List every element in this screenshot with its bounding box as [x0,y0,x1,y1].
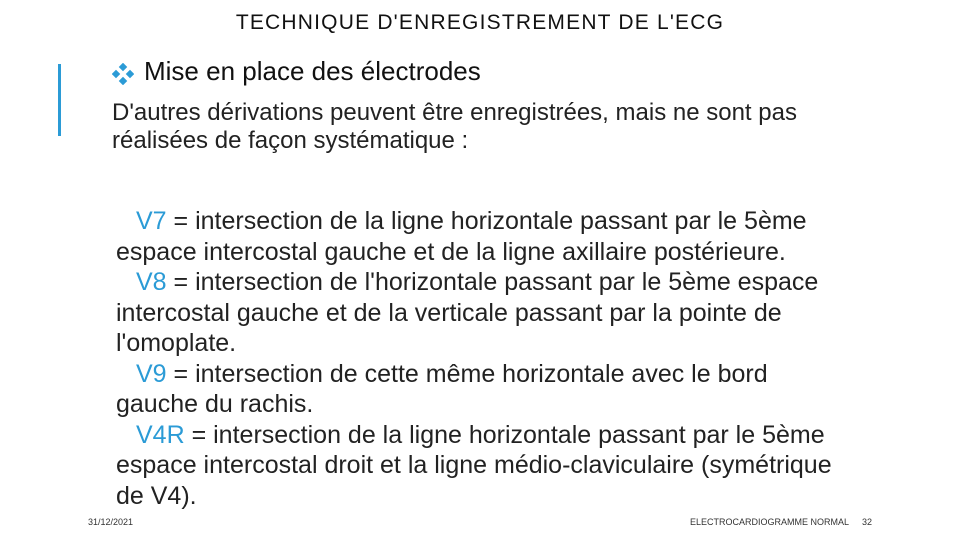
page-number: 32 [862,517,873,527]
subhead-text: Mise en place des électrodes [144,56,481,86]
lead-desc-v4r: = intersection de la ligne horizontale passant par le 5ème espace intercostal droit et la ligne médio-claviculaire (symétrique de V4). [116,420,832,510]
lead-desc-v7: = intersection de la ligne horizontale passant par le 5ème espace intercostal gauche et de la ligne axillaire postérieure. [116,207,807,266]
accent-bar [58,64,61,136]
lead-desc-v8: = intersection de l'horizontale passant par le 5ème espace intercostal gauche et de la verticale passant par la pointe de l'omoplate. [116,268,819,357]
lead-desc-v9: = intersection de cette même horizontale avec le bord gauche du rachis. [116,359,768,418]
slide-title: TECHNIQUE D'ENREGISTREMENT DE L'ECG [235,11,725,34]
footer-date: 31/12/2021 [88,517,134,527]
lead-code-v7: V7 [136,207,167,235]
lead-code-v8: V8 [136,268,167,296]
footer-title: ELECTROCARDIOGRAMME NORMAL [690,517,850,527]
intro-text: D'autres dérivations peuvent être enregistrées, mais ne sont pas réalisées de façon systématique : [112,99,797,154]
subhead [112,56,481,87]
lead-definitions [116,206,846,511]
diamond-cluster-icon [112,61,134,83]
lead-code-v4r: V4R [136,420,185,449]
lead-code-v9: V9 [136,359,167,388]
